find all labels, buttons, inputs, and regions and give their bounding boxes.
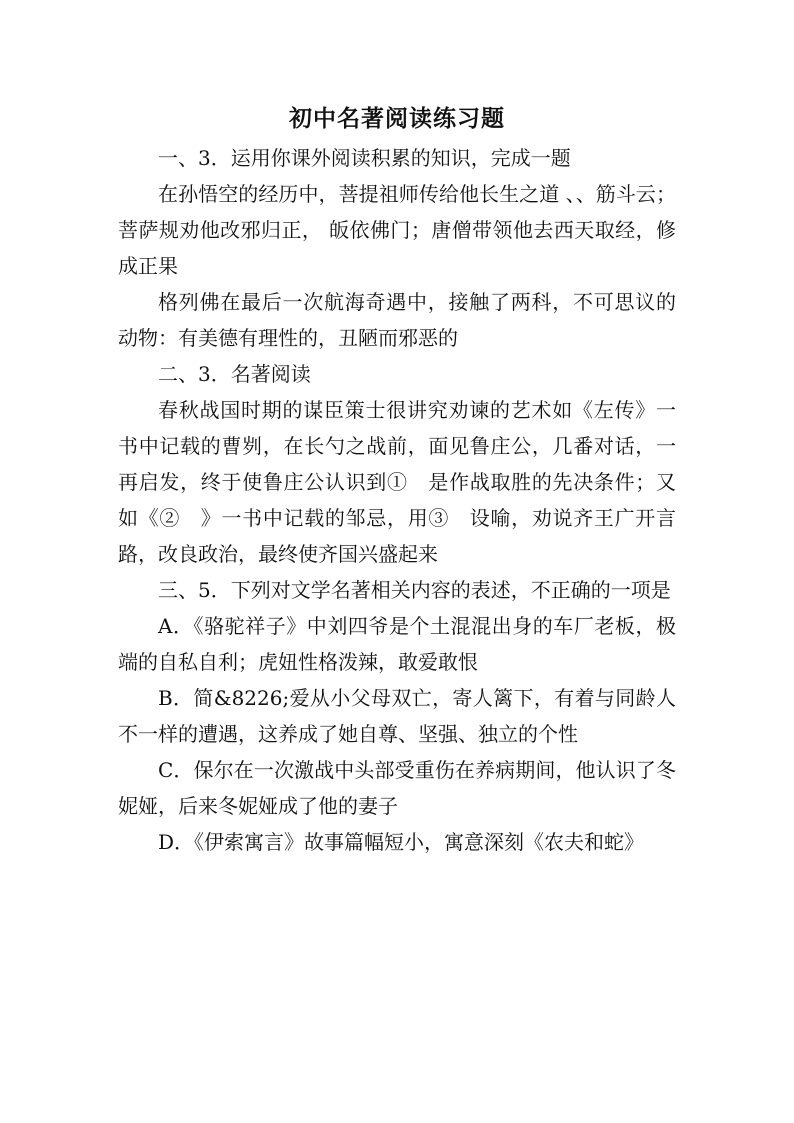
paragraph-sun-wukong: 在孙悟空的经历中，菩提祖师传给他长生之道 、、筋斗云；菩萨规劝他改邪归正， 皈依佛门；唐僧带领他去西天取经，修成正果: [118, 182, 676, 278]
document-title: 初中名著阅读练习题: [289, 105, 505, 132]
section-heading-1: 一、3．运用你课外阅读积累的知识，完成一题: [158, 146, 571, 170]
option-a: A．《骆驼祥子》中刘四爷是个土混混出身的车厂老板，极端的自私自利；虎妞性格泼辣，敢爱敢恨: [118, 614, 676, 674]
document-body: [118, 140, 676, 860]
paragraph-persuasion: 春秋战国时期的谋臣策士很讲究劝谏的艺术如《左传》一书中记载的曹刿，在长勺之战前，面见鲁庄公，几番对话，一再启发，终于使鲁庄公认识到① 是作战取胜的先决条件；又如《② 》一书中记载的邹忌，用③ 设喻，劝说齐王广开言路，改良政治，最终使齐国兴盛起来: [118, 398, 676, 566]
section-heading-3: 三、5．下列对文学名著相关内容的表述，不正确的一项是: [158, 578, 671, 602]
option-c: C．保尔在一次激战中头部受重伤在养病期间，他认识了冬妮娅，后来冬妮娅成了他的妻子: [118, 758, 676, 818]
section-heading-2: 二、3．名著阅读: [158, 362, 311, 386]
paragraph-gulliver: 格列佛在最后一次航海奇遇中，接触了两科，不可思议的动物：有美德有理性的，丑陋而邪恶的: [118, 290, 676, 350]
option-d: D．《伊索寓言》故事篇幅短小，寓意深刻《农夫和蛇》: [158, 830, 645, 854]
option-b: B．简&8226;爱从小父母双亡，寄人篱下，有着与同龄人不一样的遭遇，这养成了她自尊、坚强、独立的个性: [118, 686, 676, 746]
